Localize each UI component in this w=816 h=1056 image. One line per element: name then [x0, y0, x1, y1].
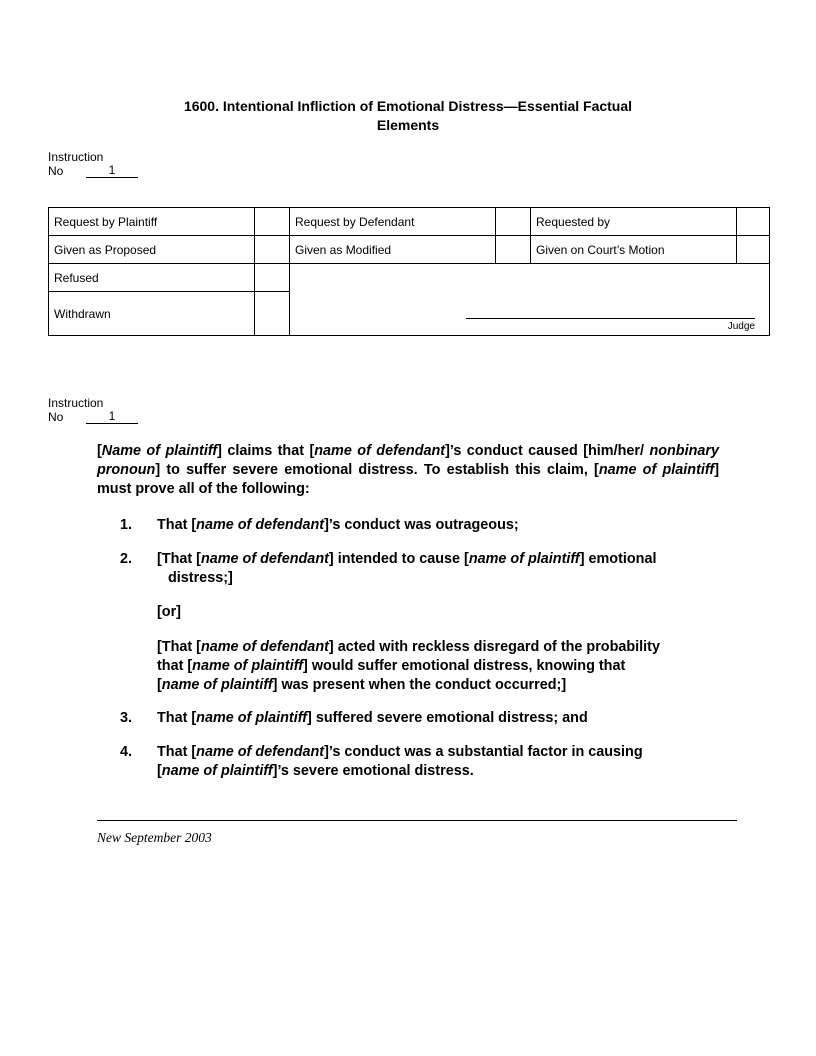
judge-signature-area[interactable]	[290, 264, 770, 336]
title-line-1: 1600. Intentional Infliction of Emotional Distress—Essential Factual	[183, 98, 633, 114]
footer-note: New September 2003	[97, 830, 212, 845]
item-text: That [name of defendant]’s conduct was a substantial factor in causing [name of plaintiff]’s severe emotional distress.	[157, 744, 643, 779]
or-text: [or]	[157, 604, 181, 620]
given-on-courts-motion-label: Given on Court’s Motion	[531, 236, 737, 264]
request-by-plaintiff-checkbox[interactable]	[255, 208, 290, 236]
request-by-plaintiff-label: Request by Plaintiff	[49, 208, 255, 236]
page-title	[140, 97, 676, 135]
request-by-defendant-checkbox[interactable]	[496, 208, 531, 236]
intro-paragraph: [Name of plaintiff] claims that [name of defendant]’s conduct caused [him/her/ nonbinary pronoun] to suffer severe emotional distress. To establish this claim, [name of plaintiff] must prove all of the following:	[97, 443, 719, 497]
judge-label: Judge	[727, 321, 755, 332]
given-as-proposed-checkbox[interactable]	[255, 236, 290, 264]
instruction-label: Instruction	[48, 150, 104, 164]
instruction-no-label: No	[48, 164, 64, 178]
given-as-modified-checkbox[interactable]	[496, 236, 531, 264]
item-number: 3.	[120, 710, 133, 726]
instruction-body	[97, 442, 719, 499]
withdrawn-label: Withdrawn	[49, 292, 255, 336]
refused-label: Refused	[49, 264, 255, 292]
item-text: That [name of plaintiff] suffered severe emotional distress; and	[157, 710, 588, 726]
instruction-number-block-bottom	[48, 396, 138, 424]
withdrawn-checkbox[interactable]	[255, 292, 290, 336]
requested-by-label: Requested by	[531, 208, 737, 236]
request-table	[48, 207, 770, 336]
item-text: [That [name of defendant] intended to cause [name of plaintiff] emotional distress;]	[157, 551, 657, 586]
item-text: [That [name of defendant] acted with reckless disregard of the probability that [name of plaintiff] would suffer emotional distress, knowing that [name of plaintiff] was present when the conduct occurred;]	[157, 639, 660, 693]
request-by-defendant-label: Request by Defendant	[290, 208, 496, 236]
instruction-label: Instruction	[48, 396, 104, 410]
item-number: 2.	[120, 551, 133, 567]
instruction-no-label: No	[48, 410, 64, 424]
given-as-proposed-label: Given as Proposed	[49, 236, 255, 264]
instruction-no-value: 1	[86, 164, 138, 178]
given-as-modified-label: Given as Modified	[290, 236, 496, 264]
footer-divider	[97, 820, 737, 821]
title-line-2: Elements	[376, 117, 440, 133]
item-number: 4.	[120, 744, 133, 760]
given-on-courts-motion-checkbox[interactable]	[737, 236, 770, 264]
item-number: 1.	[120, 517, 133, 533]
instruction-number-block-top	[48, 150, 138, 178]
refused-checkbox[interactable]	[255, 264, 290, 292]
judge-signature-line	[466, 318, 755, 319]
instruction-no-value: 1	[86, 410, 138, 424]
requested-by-checkbox[interactable]	[737, 208, 770, 236]
item-text: That [name of defendant]’s conduct was outrageous;	[157, 517, 519, 533]
